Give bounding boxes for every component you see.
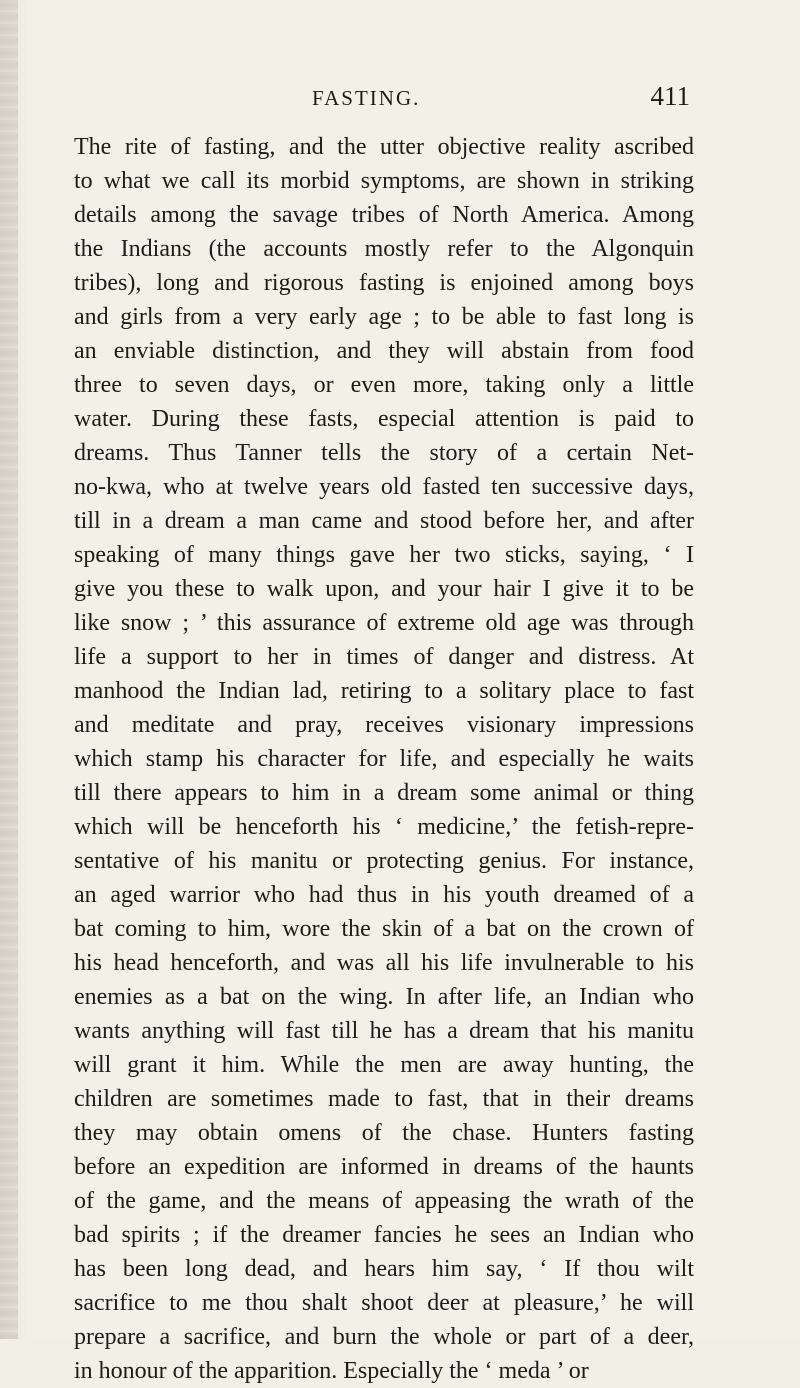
text-line: before an expedition are informed in dreams of the haunts [74,1154,694,1180]
text-line: life a support to her in times of danger and distress. At [74,644,694,670]
text-line: wants anything will fast till he has a dream that his manitu [74,1018,694,1044]
text-line: sentative of his manitu or protecting genius. For instance, [74,848,694,874]
text-line: manhood the Indian lad, retiring to a solitary place to fast [74,678,694,704]
text-line: The rite of fasting, and the utter objective reality ascribed [74,134,694,160]
text-line: of the game, and the means of appeasing the wrath of the [74,1188,694,1214]
text-line: which will be henceforth his ‘ medicine,’ the fetish-repre- [74,814,694,840]
text-line: bat coming to him, wore the skin of a bat on the crown of [74,916,694,942]
text-line: and meditate and pray, receives visionary impressions [74,712,694,738]
text-line: in honour of the apparition. Especially the ‘ meda ’ or [74,1358,589,1384]
text-line: an enviable distinction, and they will abstain from food [74,338,694,364]
text-line: children are sometimes made to fast, that in their dreams [74,1086,694,1112]
text-line: enemies as a bat on the wing. In after life, an Indian who [74,984,694,1010]
text-line: three to seven days, or even more, taking only a little [74,372,694,398]
text-line: to what we call its morbid symptoms, are shown in striking [74,168,694,194]
text-line: water. During these fasts, especial attention is paid to [74,406,694,432]
text-line: they may obtain omens of the chase. Hunters fasting [74,1120,694,1146]
text-line: till in a dream a man came and stood before her, and after [74,508,694,534]
text-line: details among the savage tribes of North America. Among [74,202,694,228]
text-line: speaking of many things gave her two sticks, saying, ‘ I [74,542,694,568]
text-line: has been long dead, and hears him say, ‘ If thou wilt [74,1256,694,1282]
text-line: no-kwa, who at twelve years old fasted ten successive days, [74,474,694,500]
page-header [300,74,690,114]
body-text [74,130,694,1388]
text-line: bad spirits ; if the dreamer fancies he sees an Indian who [74,1222,694,1248]
text-line: like snow ; ’ this assurance of extreme old age was through [74,610,694,636]
text-line: till there appears to him in a dream some animal or thing [74,780,694,806]
text-line: prepare a sacrifice, and burn the whole or part of a deer, [74,1324,694,1350]
binding-gutter [0,0,18,1339]
text-line: his head henceforth, and was all his life invulnerable to his [74,950,694,976]
running-head: FASTING. [312,86,421,110]
text-line: and girls from a very early age ; to be able to fast long is [74,304,694,330]
text-line: which stamp his character for life, and especially he waits [74,746,694,772]
text-line: tribes), long and rigorous fasting is enjoined among boys [74,270,694,296]
text-line: dreams. Thus Tanner tells the story of a certain Net- [74,440,694,466]
text-line: an aged warrior who had thus in his youth dreamed of a [74,882,694,908]
text-line: the Indians (the accounts mostly refer to the Algonquin [74,236,694,262]
text-line: give you these to walk upon, and your hair I give it to be [74,576,694,602]
text-line: will grant it him. While the men are away hunting, the [74,1052,694,1078]
text-line: sacrifice to me thou shalt shoot deer at pleasure,’ he will [74,1290,694,1316]
page-number: 411 [650,81,690,111]
